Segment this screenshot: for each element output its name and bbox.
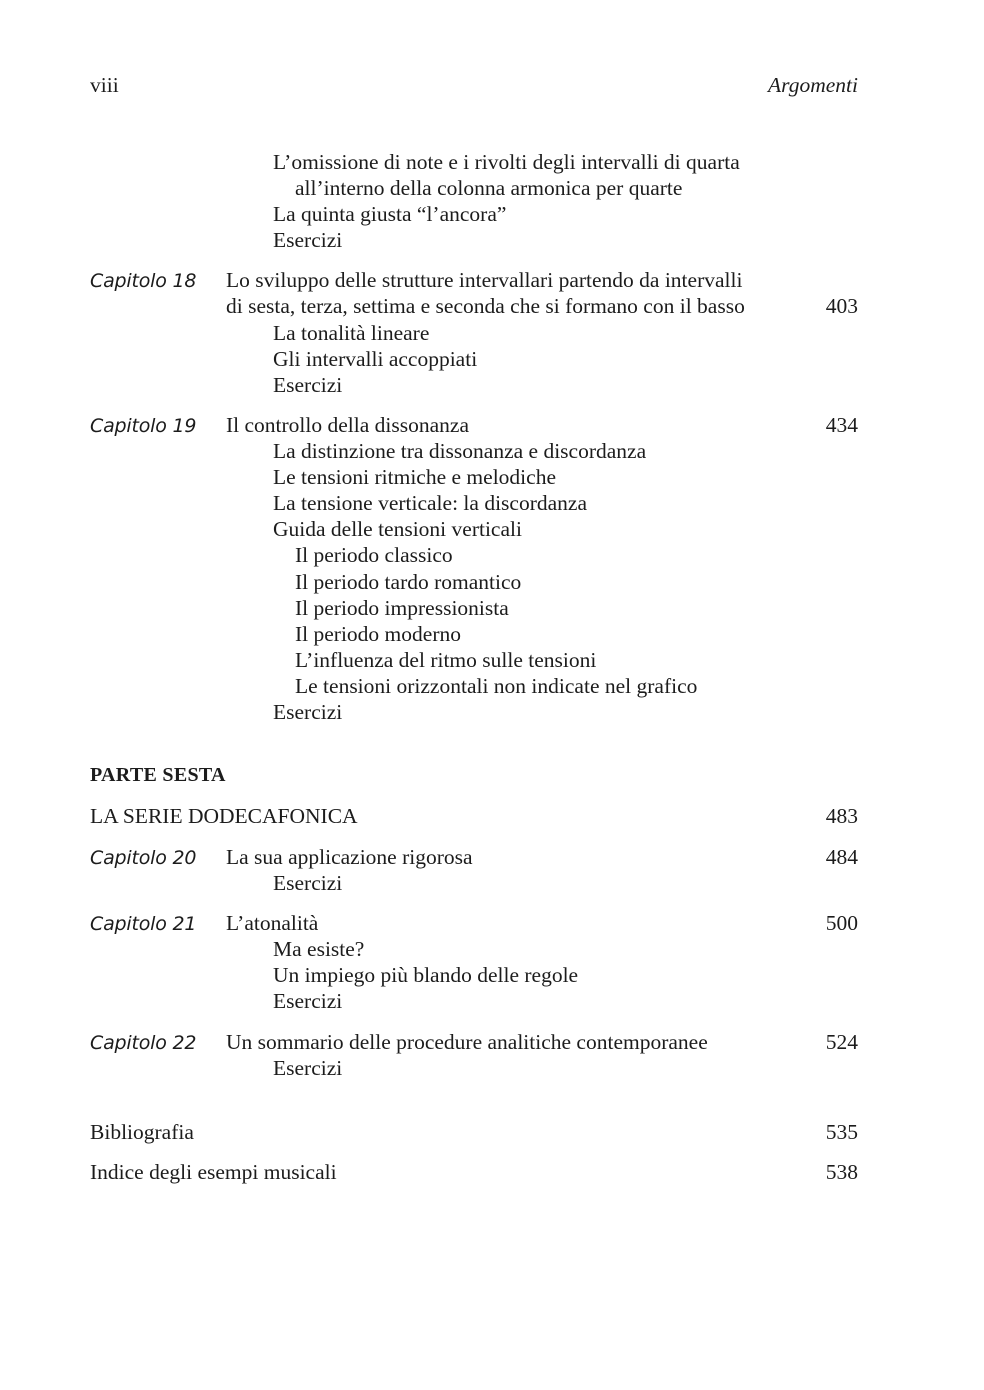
part-heading: PARTE SESTA [90, 764, 226, 786]
toc-entry[interactable]: La tonalità lineare [273, 321, 430, 345]
chapter-page-number: 524 [825, 1030, 858, 1054]
backmatter-page-number: 535 [825, 1120, 858, 1144]
toc-subentry[interactable]: Il periodo impressionista [295, 596, 509, 620]
toc-entry-continued: all’interno della colonna armonica per quarte [295, 176, 683, 200]
toc-entry[interactable]: Guida delle tensioni verticali [273, 517, 522, 541]
backmatter-page-number: 538 [825, 1160, 858, 1184]
toc-entry-exercises[interactable]: Esercizi [273, 373, 343, 397]
toc-entry[interactable]: Le tensioni ritmiche e melodiche [273, 465, 556, 489]
toc-subentry[interactable]: Il periodo moderno [295, 622, 461, 646]
chapter-title[interactable]: Il controllo della dissonanza [226, 413, 469, 437]
toc-subentry[interactable]: Il periodo classico [295, 543, 453, 567]
toc-entry-exercises[interactable]: Esercizi [273, 989, 343, 1013]
toc-subentry[interactable]: L’influenza del ritmo sulle tensioni [295, 648, 597, 672]
chapter-page-number: 500 [825, 911, 858, 935]
toc-entry[interactable]: Gli intervalli accoppiati [273, 347, 478, 371]
chapter-title[interactable]: L’atonalità [226, 911, 319, 935]
chapter-title-continued[interactable]: di sesta, terza, settima e seconda che si formano con il basso [226, 294, 745, 318]
toc-subentry[interactable]: Il periodo tardo romantico [295, 570, 522, 594]
backmatter-bibliography[interactable]: Bibliografia [90, 1120, 194, 1144]
chapter-label: Capitolo 19 [90, 415, 197, 437]
toc-entry[interactable]: Un impiego più blando delle regole [273, 963, 579, 987]
chapter-page-number: 434 [825, 413, 858, 437]
toc-entry-exercises[interactable]: Esercizi [273, 871, 343, 895]
toc-entry[interactable]: La quinta giusta “l’ancora” [273, 202, 507, 226]
part-title[interactable]: LA SERIE DODECAFONICA [90, 804, 358, 828]
chapter-title[interactable]: Un sommario delle procedure analitiche contemporanee [226, 1030, 708, 1054]
toc-entry[interactable]: La tensione verticale: la discordanza [273, 491, 587, 515]
chapter-page-number: 403 [825, 294, 858, 318]
toc-entry[interactable]: La distinzione tra dissonanza e discordanza [273, 439, 647, 463]
toc-entry[interactable]: Ma esiste? [273, 937, 365, 961]
toc-entry[interactable]: L’omissione di note e i rivolti degli intervalli di quarta [273, 150, 740, 174]
toc-subentry[interactable]: Le tensioni orizzontali non indicate nel grafico [295, 674, 698, 698]
chapter-label: Capitolo 21 [90, 913, 197, 935]
page-number: viii [90, 73, 119, 97]
chapter-page-number: 484 [825, 845, 858, 869]
toc-entry-exercises[interactable]: Esercizi [273, 228, 343, 252]
chapter-title[interactable]: Lo sviluppo delle strutture intervallari partendo da intervalli [226, 268, 743, 292]
backmatter-music-index[interactable]: Indice degli esempi musicali [90, 1160, 337, 1184]
running-title: Argomenti [768, 73, 858, 97]
chapter-label: Capitolo 20 [90, 847, 197, 869]
part-page-number: 483 [825, 804, 858, 828]
chapter-label: Capitolo 22 [90, 1032, 197, 1054]
toc-entry-exercises[interactable]: Esercizi [273, 700, 343, 724]
chapter-title[interactable]: La sua applicazione rigorosa [226, 845, 473, 869]
toc-entry-exercises[interactable]: Esercizi [273, 1056, 343, 1080]
chapter-label: Capitolo 18 [90, 270, 197, 292]
